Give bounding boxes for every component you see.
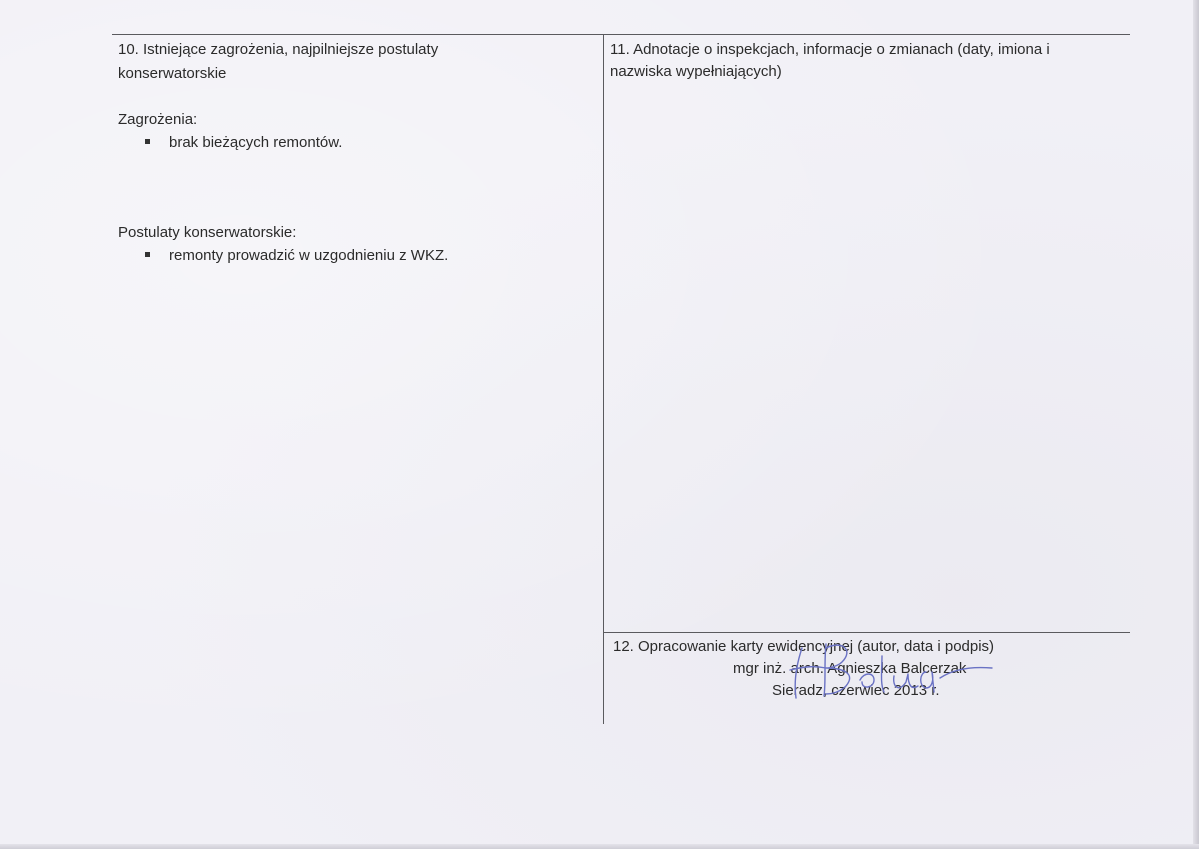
section-12-rule [603, 632, 1130, 633]
place-and-date: Sieradz, czerwiec 2013 r. [772, 682, 940, 699]
handwritten-signature [782, 636, 1012, 706]
threat-text: brak bieżących remontów. [169, 134, 343, 151]
section-10-heading-line2: konserwatorskie [118, 65, 227, 82]
postulates-label: Postulaty konserwatorskie: [118, 224, 297, 241]
threat-list-item [145, 132, 342, 153]
section-12-heading: 12. Opracowanie karty ewidencyjnej (autor, data i podpis) [613, 638, 995, 655]
bullet-icon [145, 139, 150, 144]
page-edge-shadow-bottom [0, 844, 1199, 849]
postulate-list-item [145, 245, 448, 266]
section-10-heading-line1: 10. Istniejące zagrożenia, najpilniejsze postulaty [118, 41, 439, 58]
author-name: mgr inż. arch. Agnieszka Balcerzak [733, 660, 967, 677]
postulate-text: remonty prowadzić w uzgodnieniu z WKZ. [169, 247, 449, 264]
section-11-heading-line2: nazwiska wypełniających) [610, 63, 782, 80]
threats-label: Zagrożenia: [118, 111, 198, 128]
page-edge-shadow-right [1193, 0, 1199, 849]
top-rule [112, 34, 1130, 35]
bullet-icon [145, 252, 150, 257]
column-divider [603, 34, 604, 724]
section-11-heading-line1: 11. Adnotacje o inspekcjach, informacje o zmianach (daty, imiona i [610, 41, 1050, 58]
